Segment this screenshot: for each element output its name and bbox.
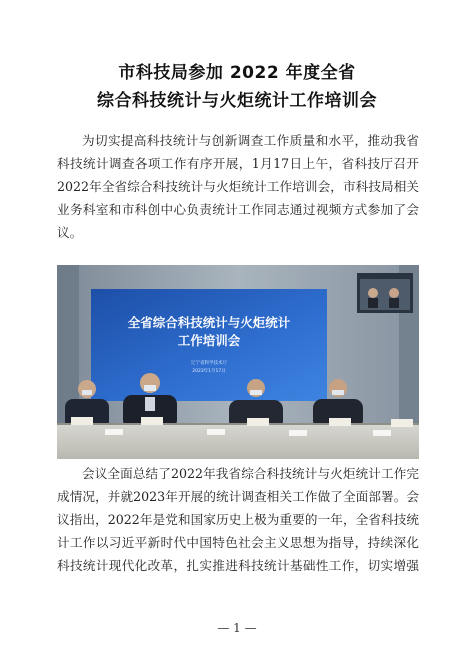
screen-title-line-2: 工作培训会 <box>177 333 241 348</box>
paragraph-line: 2022年全省综合科技统计与火炬统计工作培训会，市科技局相关 <box>57 179 419 194</box>
screen-title-line-1: 全省综合科技统计与火炬统计 <box>127 315 291 330</box>
paragraph-line: 计工作以习近平新时代中国特色社会主义思想为指导，持续深化 <box>57 535 419 550</box>
paragraph-line: 科技统计现代化改革，扎实推进科技统计基础性工作，切实增强 <box>57 558 419 573</box>
meeting-photo <box>57 265 419 459</box>
paragraph-line: 议指出，2022年是党和国家历史上极为重要的一年，全省科技统 <box>57 512 419 527</box>
paragraph-line: 成情况，并就2023年开展的统计调查相关工作做了全面部署。会 <box>57 489 419 504</box>
paragraph-line: 会议全面总结了2022年我省综合科技统计与火炬统计工作完 <box>82 466 419 481</box>
title-line-1: 市科技局参加 2022 年度全省 <box>118 63 356 83</box>
paragraph-line: 科技统计调查各项工作有序开展，1月17日上午，省科技厅召开 <box>57 156 419 171</box>
paragraph-line: 为切实提高科技统计与创新调查工作质量和水平，推动我省 <box>82 133 419 148</box>
title-line-2: 综合科技统计与火炬统计工作培训会 <box>97 91 377 111</box>
paragraph-line: 业务科室和市科创中心负责统计工作同志通过视频方式参加了会 <box>57 202 419 217</box>
page-number: — 1 — <box>217 621 257 635</box>
paragraph-line: 议。 <box>57 225 83 240</box>
paragraph-summary <box>57 462 419 577</box>
paragraph-intro <box>57 129 419 244</box>
conference-table <box>57 423 419 459</box>
screen-org: 辽宁省科学技术厅 <box>191 361 227 366</box>
screen-date: 2023年1月17日 <box>192 369 226 374</box>
